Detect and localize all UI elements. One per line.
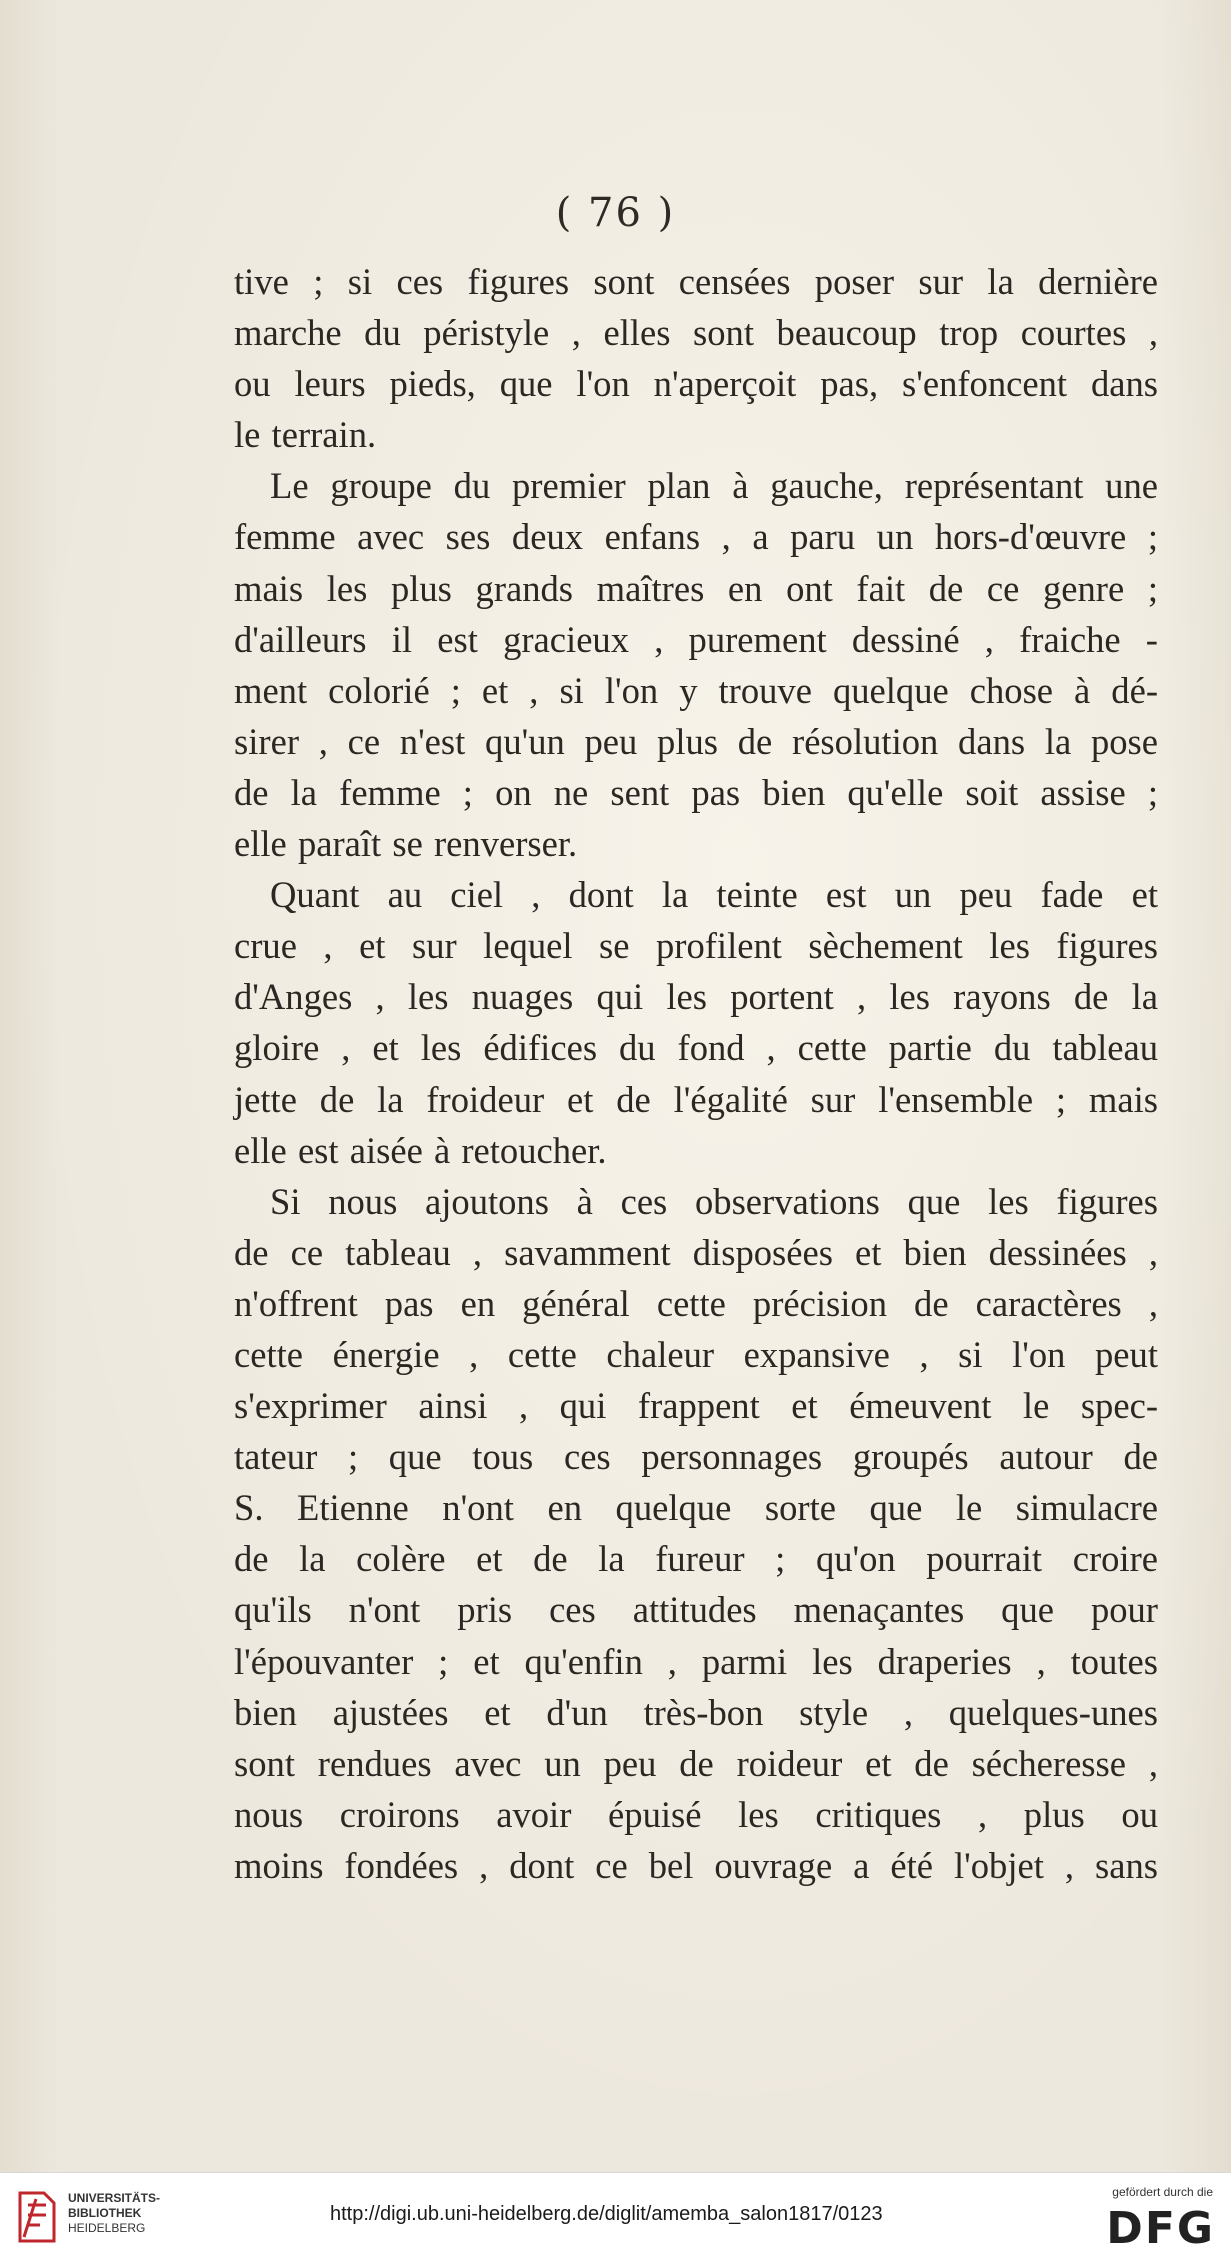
text-line: tateur ; que tous ces personnages groupés autour de	[234, 1436, 1158, 1478]
text-line: d'ailleurs il est gracieux , purement dessiné , fraiche -	[234, 618, 1158, 660]
text-line: elle est aisée à retoucher.	[234, 1129, 607, 1171]
text-line: Quant au ciel , dont la teinte est un peu fade et	[270, 874, 1158, 916]
text-body	[234, 256, 1158, 1891]
text-line: femme avec ses deux enfans , a paru un hors-d'œuvre ;	[234, 516, 1158, 558]
text-line: le terrain.	[234, 414, 377, 456]
funded-by-label: gefördert durch die	[1112, 2185, 1213, 2199]
text-line: mais les plus grands maîtres en ont fait de ce genre ;	[234, 567, 1158, 609]
text-line: de ce tableau , savamment disposées et bien dessinées ,	[234, 1231, 1158, 1273]
text-line: elle paraît se renverser.	[234, 823, 578, 865]
text-line: Si nous ajoutons à ces observations que les figures	[270, 1180, 1158, 1222]
dfg-logo: DFG	[1106, 2203, 1215, 2254]
text-line: ou leurs pieds, que l'on n'aperçoit pas, s'enfoncent dans	[234, 363, 1158, 405]
text-line: de la femme ; on ne sent pas bien qu'elle soit assise ;	[234, 771, 1158, 813]
text-line: l'épouvanter ; et qu'enfin , parmi les draperies , toutes	[234, 1640, 1158, 1682]
text-line: sont rendues avec un peu de roideur et de sécheresse ,	[234, 1742, 1158, 1784]
text-line: tive ; si ces figures sont censées poser sur la dernière	[234, 261, 1158, 302]
text-line: jette de la froideur et de l'égalité sur l'ensemble ; mais	[234, 1078, 1158, 1120]
text-line: qu'ils n'ont pris ces attitudes menaçantes que pour	[234, 1589, 1158, 1631]
page-number: ( 76 )	[555, 190, 676, 236]
library-name	[68, 2191, 160, 2236]
library-name-line1: UNIVERSITÄTS-	[68, 2191, 161, 2205]
text-line: gloire , et les édifices du fond , cette partie du tableau	[234, 1027, 1158, 1069]
text-line: ment colorié ; et , si l'on y trouve quelque chose à dé-	[234, 669, 1158, 711]
text-line: Le groupe du premier plan à gauche, représentant une	[270, 465, 1158, 507]
text-line: crue , et sur lequel se profilent sèchement les figures	[234, 925, 1158, 967]
permalink-url[interactable]: http://digi.ub.uni-heidelberg.de/diglit/amemba_salon1817/0123	[330, 2203, 883, 2225]
text-line: n'offrent pas en général cette précision de caractères ,	[234, 1282, 1158, 1324]
text-line: nous croirons avoir épuisé les critiques , plus ou	[234, 1793, 1158, 1835]
text-line: d'Anges , les nuages qui les portent , les rayons de la	[234, 976, 1158, 1018]
university-library-logo-icon	[14, 2187, 60, 2247]
text-line: bien ajustées et d'un très-bon style , quelques-unes	[234, 1691, 1158, 1733]
library-name-line2: BIBLIOTHEK	[68, 2206, 142, 2220]
text-line: moins fondées , dont ce bel ouvrage a été l'objet , sans	[234, 1844, 1158, 1886]
text-line: cette énergie , cette chaleur expansive , si l'on peut	[234, 1333, 1158, 1375]
library-name-line3: HEIDELBERG	[68, 2221, 146, 2235]
text-line: sirer , ce n'est qu'un peu plus de résolution dans la pose	[234, 720, 1158, 762]
text-line: s'exprimer ainsi , qui frappent et émeuvent le spec-	[234, 1385, 1158, 1427]
text-line: marche du péristyle , elles sont beaucoup trop courtes ,	[234, 312, 1158, 354]
text-line: S. Etienne n'ont en quelque sorte que le simulacre	[234, 1487, 1158, 1529]
footer-bar	[0, 2172, 1231, 2260]
text-line: de la colère et de la fureur ; qu'on pourrait croire	[234, 1538, 1158, 1580]
